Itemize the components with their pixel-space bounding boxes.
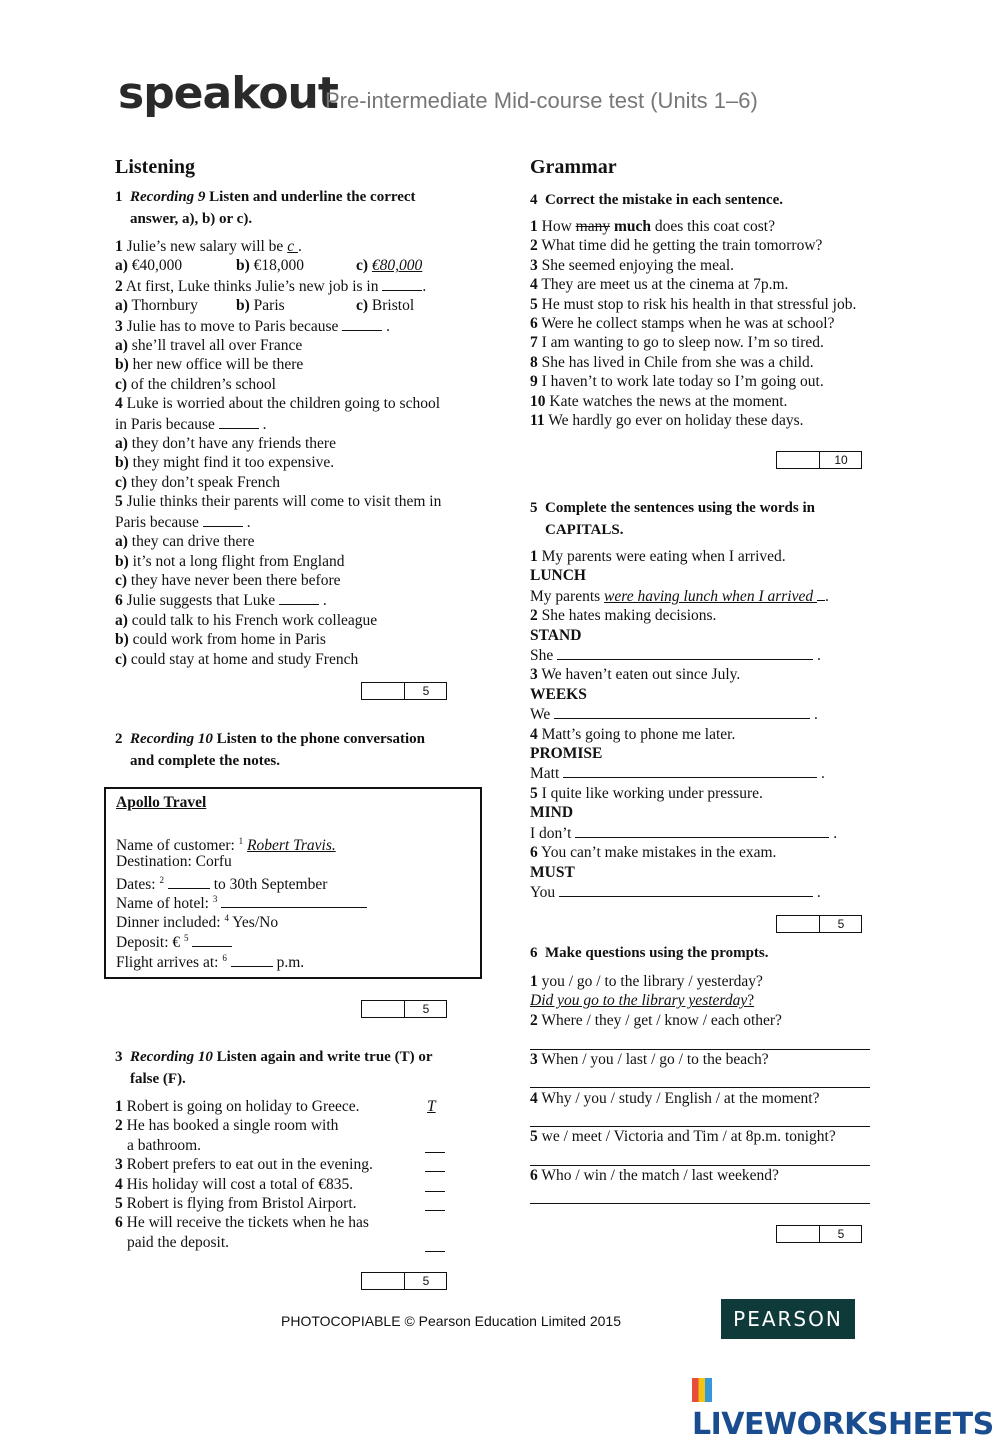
q4-items: 1 How many much does this coat cost? 2 What time did he getting the train tomorrow? 3 She seemed enjoying the meal. 4 They are meet us at the cinema at 7p.m. 5 He must stop to risk his health in that stressful job. 6 Were he collect stamps when he was at school? 7 I am wanting to go to sleep now. I’m so tired. 8 She has lived in Chile from she was a child. 9 I haven’t to work late today so I’m going out. 10 Kate watches the news at the moment. 11 We hardly go ever on holiday these days. [530,218,857,430]
q1-items: 1 Julie’s new salary will be c . a) €40,000 b) €18,000 c) €80,000 2 At first, Luke thinks Julie’s new job is in . a) Thornbury b) Paris c) Bristol 3 Julie has to move to Paris because . a) she’ll travel all over France b) her new office will be there c) of the children’s school 4 Luke is worried about the children going to school in Paris because . a) they don’t have any friends there b) they might find it too expensive. c) they don’t speak French 5 Julie thinks their parents will come to visit them in Paris because . a) they can drive there b) it’s not a long flight from England c) they have never been there before 6 Julie suggests that Luke . a) could talk to his French work colleague b) could work from home in Paris c) could stay at home and study French [115,238,442,668]
liveworksheets-icon [692,1378,712,1402]
notes-blank-2[interactable] [168,874,210,889]
q6-answer-line-3[interactable] [530,1086,870,1088]
q1-blank-5[interactable] [203,512,243,527]
q5-blank-2[interactable] [557,645,813,660]
q1-blank-4[interactable] [219,414,259,429]
q5-blank-4[interactable] [563,763,817,778]
notes-answer-1[interactable]: Robert Travis. [247,837,336,855]
notes-blank-5[interactable] [192,932,232,947]
q5-instruction: 5 Complete the sentences using the words in CAPITALS. [530,500,815,538]
q6-instruction: 6 Make questions using the prompts. [530,945,769,961]
grammar-heading: Grammar [530,156,617,178]
q6-score-box: 5 [776,1225,862,1243]
q4-correction-1[interactable]: much [610,218,651,235]
q5-blank-6[interactable] [559,882,813,897]
q6-answer-1[interactable]: Did you go to the library yesterday [530,992,748,1010]
q5-items: 1 My parents were eating when I arrived. LUNCH My parents were having lunch when I arrived . 2 She hates making decisions. STAND She . 3 We haven’t eaten out since July. WEEKS We . 4 Matt’s going to phone me later. PROMISE Matt . 5 I quite like working under pressure. MIND I don’t . 6 You can’t make mistakes in the exam. MUST You . [530,548,838,901]
q3-instruction: 3 Recording 10 Listen again and write true (T) or false (F). [115,1049,433,1087]
q2-score-box: 5 [361,1000,447,1018]
q1-blank-6[interactable] [279,590,319,605]
liveworksheets-logo: LIVEWORKSHEETS [692,1372,1000,1442]
q3-blank-3[interactable] [425,1157,445,1172]
q1-instruction: 1 Recording 9 Listen and underline the correct answer, a), b) or c). [115,189,416,227]
q5-answer-1[interactable]: were having lunch when I arrived [604,587,817,605]
q3-blank-6[interactable] [425,1237,445,1252]
q6-items: 1 you / go / to the library / yesterday? Did you go to the library yesterday? 2 Where / they / get / know / each other? [530,973,782,1029]
q3-items: 1 Robert is going on holiday to Greece. T 2 He has booked a single room with a bathroom. 3 Robert prefers to eat out in the evening. 4 His holiday will cost a total of €835. 5 Robert is flying from Bristol Airport. 6 He will receive the tickets when he has paid the deposit. [115,1097,455,1252]
q3-blank-2[interactable] [425,1138,445,1153]
q3-blank-4[interactable] [425,1177,445,1192]
notes-title: Apollo Travel [116,794,207,811]
notes-blank-3[interactable] [221,893,367,908]
q6-answer-line-6[interactable] [530,1202,870,1204]
q2-instruction: 2 Recording 10 Listen to the phone conversation and complete the notes. [115,731,426,769]
speakout-logo [118,62,338,126]
copyright-notice: PHOTOCOPIABLE © Pearson Education Limited 2015 [281,1313,622,1329]
q1-blank-2[interactable] [382,276,422,291]
q1-score-box: 5 [361,682,447,700]
apollo-travel-notes: Apollo Travel Name of customer: $^1$ Robert Travis. Destination: Corfu Dates: $^2$ to 30th September Name of hotel: $^3$ Dinner included: $^4$ Yes/No Deposit: € $^5$ Flight arrives at: $^6$ p.m. [104,787,482,979]
q5-blank-5[interactable] [575,823,829,838]
notes-blank-6[interactable] [231,952,273,967]
q5-blank-3[interactable] [554,704,810,719]
q1-blank-3[interactable] [342,316,382,331]
q3-answer-1[interactable]: T [427,1098,436,1115]
listening-heading: Listening [115,156,196,178]
q4-instruction: 4 Correct the mistake in each sentence. [530,192,783,208]
pearson-logo: PEARSON [721,1299,855,1339]
logo-out: out [258,68,338,119]
test-subtitle: Pre-intermediate Mid-course test (Units 1–6) [325,88,758,113]
q5-score-box: 5 [776,915,862,933]
logo-speak: speak [118,68,259,119]
q4-score-box: 10 [776,451,862,469]
q3-blank-5[interactable] [425,1196,445,1211]
q1-answer-1[interactable]: c [287,238,298,255]
q3-score-box: 5 [361,1272,447,1290]
